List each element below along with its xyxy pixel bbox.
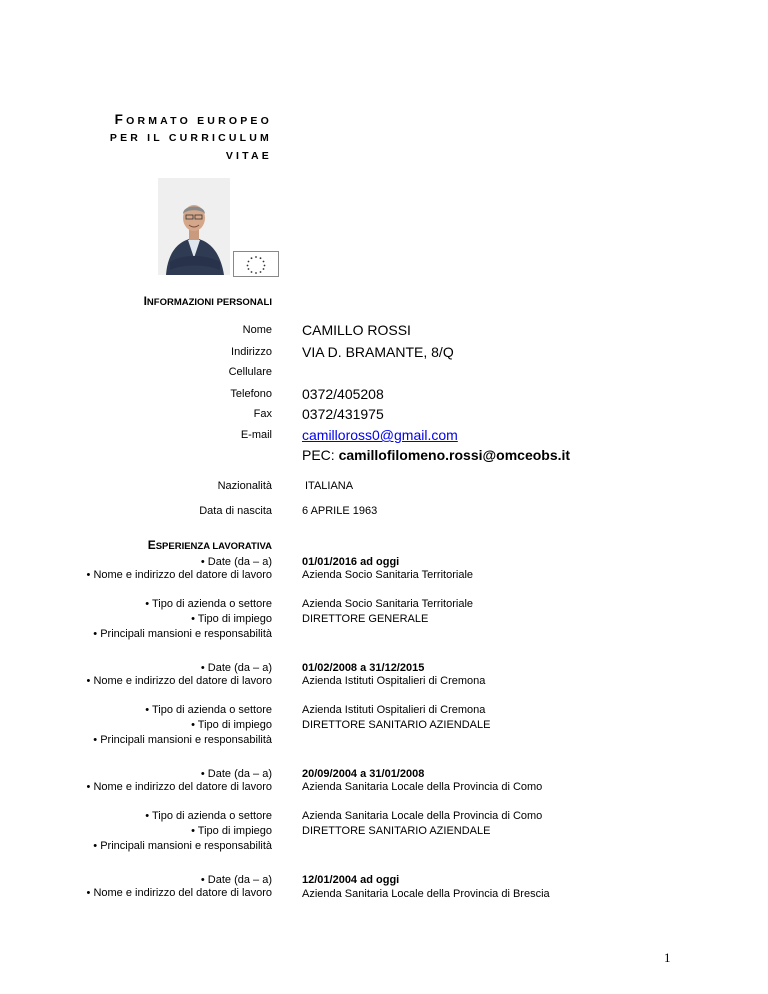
pec-prefix: PEC:: [302, 447, 339, 463]
label-date: • Date (da – a): [200, 768, 272, 780]
label-job: • Tipo di impiego: [191, 825, 272, 837]
pec-address: camillofilomeno.rossi@omceobs.it: [338, 447, 571, 463]
email-link[interactable]: camilloross0@gmail.com: [302, 427, 458, 443]
page-number: 1: [664, 950, 671, 965]
cv-title-rest: ORMATO EUROPEO: [126, 115, 272, 127]
label-nazionalita: Nazionalità: [217, 480, 272, 492]
value-sector: Azienda Istituti Ospitalieri di Cremona: [302, 704, 486, 716]
section-heading-rest: SPERIENZA LAVORATIVA: [155, 541, 272, 552]
value-telefono: 0372/405208: [302, 386, 384, 402]
label-telefono: Telefono: [230, 388, 272, 400]
label-date: • Date (da – a): [200, 662, 272, 674]
label-duties: • Principali mansioni e responsabilità: [93, 734, 272, 746]
cv-title-line-2: PER IL CURRICULUM: [109, 132, 272, 144]
person-portrait-icon: [158, 178, 230, 275]
value-job: DIRETTORE GENERALE: [302, 613, 429, 625]
value-employer: Azienda Socio Sanitaria Territoriale: [302, 569, 473, 581]
label-job: • Tipo di impiego: [191, 719, 272, 731]
label-sector: • Tipo di azienda o settore: [145, 810, 272, 822]
label-nome: Nome: [242, 324, 272, 336]
value-fax: 0372/431975: [302, 406, 384, 422]
value-sector: Azienda Socio Sanitaria Territoriale: [302, 598, 473, 610]
label-employer: • Nome e indirizzo del datore di lavoro: [86, 675, 272, 687]
label-indirizzo: Indirizzo: [231, 346, 272, 358]
label-duties: • Principali mansioni e responsabilità: [93, 840, 272, 852]
label-nascita: Data di nascita: [199, 505, 272, 517]
label-employer: • Nome e indirizzo del datore di lavoro: [86, 781, 272, 793]
label-email: E-mail: [240, 429, 272, 441]
label-employer: • Nome e indirizzo del datore di lavoro: [86, 569, 272, 581]
value-job: DIRETTORE SANITARIO AZIENDALE: [302, 719, 491, 731]
label-employer: • Nome e indirizzo del datore di lavoro: [86, 887, 272, 899]
value-employer: Azienda Sanitaria Locale della Provincia di Brescia: [302, 888, 550, 900]
label-job: • Tipo di impiego: [191, 613, 272, 625]
value-date: 12/01/2004 ad oggi: [302, 874, 400, 886]
value-nome: CAMILLO ROSSI: [302, 322, 411, 338]
section-heading-initial: I: [143, 294, 147, 308]
section-heading-work: [148, 538, 272, 552]
cv-title-line-3: VITAE: [225, 150, 272, 162]
section-heading-personal: [144, 294, 272, 308]
eu-flag-icon: [233, 251, 279, 277]
value-nazionalita: ITALIANA: [305, 480, 354, 492]
value-job: DIRETTORE SANITARIO AZIENDALE: [302, 825, 491, 837]
label-duties: • Principali mansioni e responsabilità: [93, 628, 272, 640]
label-cellulare: Cellulare: [228, 366, 272, 378]
value-date: 01/01/2016 ad oggi: [302, 556, 400, 568]
section-heading-initial: E: [147, 538, 156, 552]
profile-photo: [158, 178, 230, 275]
value-date: 01/02/2008 a 31/12/2015: [302, 662, 425, 674]
label-sector: • Tipo di azienda o settore: [145, 704, 272, 716]
cv-title-line-1: [115, 112, 272, 127]
section-heading-rest: NFORMAZIONI PERSONALI: [146, 297, 272, 308]
label-sector: • Tipo di azienda o settore: [145, 598, 272, 610]
value-employer: Azienda Istituti Ospitalieri di Cremona: [302, 675, 486, 687]
label-date: • Date (da – a): [200, 874, 272, 886]
value-nascita: 6 APRILE 1963: [302, 505, 378, 517]
pec-line: [302, 447, 570, 463]
label-fax: Fax: [253, 408, 272, 420]
value-indirizzo: VIA D. BRAMANTE, 8/Q: [302, 344, 454, 360]
value-employer: Azienda Sanitaria Locale della Provincia di Como: [302, 781, 543, 793]
value-date: 20/09/2004 a 31/01/2008: [302, 768, 425, 780]
cv-title-initial: F: [114, 112, 127, 127]
label-date: • Date (da – a): [200, 556, 272, 568]
value-sector: Azienda Sanitaria Locale della Provincia di Como: [302, 810, 543, 822]
